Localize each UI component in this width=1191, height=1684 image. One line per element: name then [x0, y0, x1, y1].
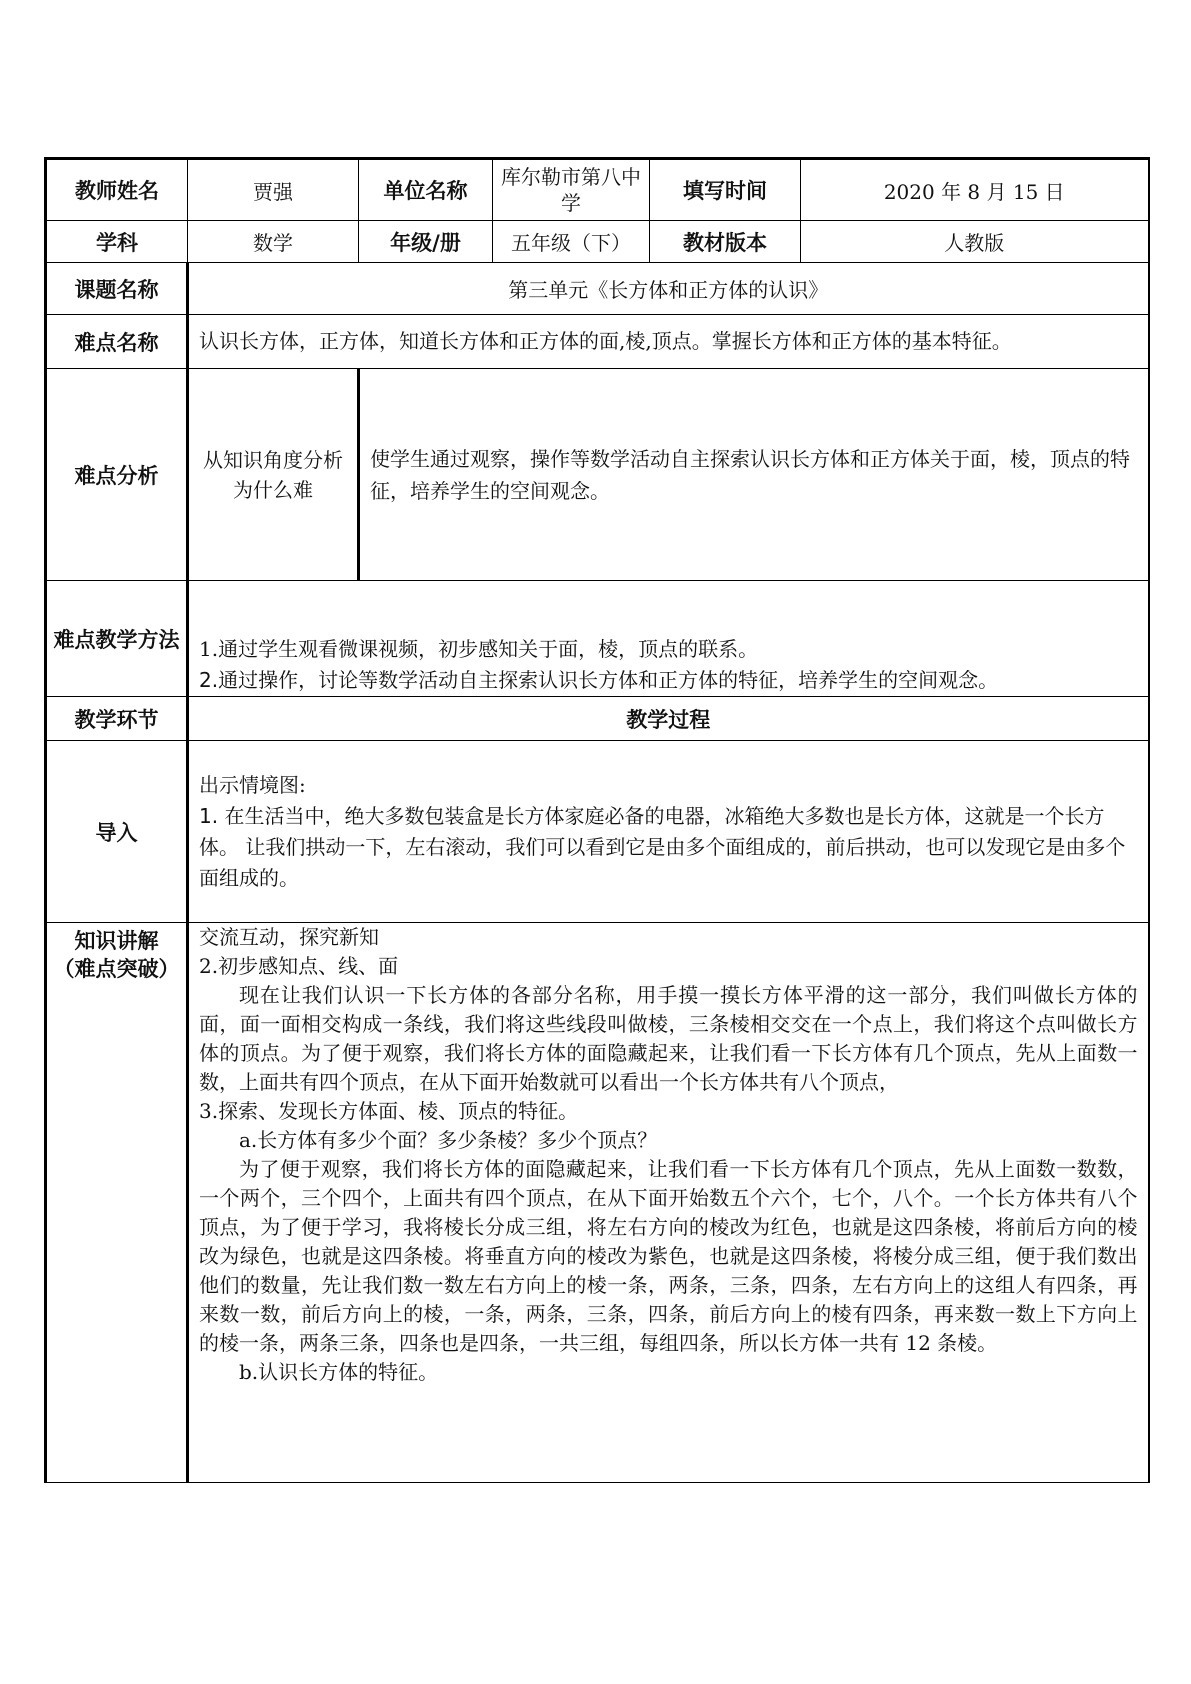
edition-value: 人教版 — [801, 221, 1149, 263]
knowledge-p1: 交流互动，探究新知 — [199, 925, 379, 949]
edition-label: 教材版本 — [650, 221, 801, 263]
method-line2: 2.通过操作，讨论等数学活动自主探索认识长方体和正方体的特征，培养学生的空间观念。 — [199, 668, 999, 692]
method-label: 难点教学方法 — [46, 581, 188, 697]
difficulty-value: 认识长方体，正方体，知道长方体和正方体的面,棱,顶点。掌握长方体和正方体的基本特征。 — [188, 315, 1149, 369]
knowledge-label-cell — [46, 923, 188, 1483]
unit-value: 库尔勒市第八中学 — [493, 159, 650, 221]
intro-line1: 出示情境图: — [199, 772, 306, 797]
row-teacher — [46, 159, 1149, 221]
teacher-label: 教师姓名 — [46, 159, 188, 221]
knowledge-p5: a.长方体有多少个面？多少条棱？多少个顶点？ — [239, 1128, 658, 1152]
knowledge-p2: 2.初步感知点、线、面 — [199, 954, 399, 978]
process-value: 教学过程 — [188, 697, 1149, 741]
date-label: 填写时间 — [650, 159, 801, 221]
teacher-value: 贾强 — [188, 159, 359, 221]
intro-label: 导入 — [46, 741, 188, 923]
subject-value: 数学 — [188, 221, 359, 263]
knowledge-p6: 为了便于观察，我们将长方体的面隐藏起来，让我们看一下长方体有几个顶点，先从上面数一数数，一个两个，三个四个，上面共有四个顶点，在从下面开始数五个六个，七个，八个。一个长方体共有八个顶点，为了便于学习，我将棱长分成三组，将左右方向的棱改为红色，也就是这四条棱，将前后方向的棱改为绿色，也就是这四条棱。将垂直方向的棱改为紫色，也就是这四条棱，将棱分成三组，便于我们数出他们的数量，先让我们数一数左右方向上的棱一条，两条，三条，四条，左右方向上的这组人有四条，再来数一数，前后方向上的棱，一条，两条，三条，四条，前后方向上的棱有四条，再来数一数上下方向上的棱一条，两条三条，四条也是四条，一共三组，每组四条，所以长方体一共有 12 条棱。 — [199, 1157, 1138, 1355]
knowledge-p4: 3.探索、发现长方体面、棱、顶点的特征。 — [199, 1099, 579, 1123]
method-line1: 1.通过学生观看微课视频，初步感知关于面，棱，顶点的联系。 — [199, 637, 759, 661]
analysis-text: 使学生通过观察，操作等数学活动自主探索认识长方体和正方体关于面，棱，顶点的特征，培养学生的空间观念。 — [359, 369, 1149, 581]
row-topic — [46, 263, 1149, 315]
knowledge-cell — [188, 923, 1149, 1483]
lesson-plan-form — [44, 157, 1147, 1483]
lesson-plan-table — [44, 157, 1150, 1483]
knowledge-label-line1: 知识讲解 — [74, 929, 159, 953]
row-difficulty — [46, 315, 1149, 369]
analysis-label: 难点分析 — [46, 369, 188, 581]
topic-label: 课题名称 — [46, 263, 188, 315]
row-subject — [46, 221, 1149, 263]
subject-label: 学科 — [46, 221, 188, 263]
row-intro — [46, 741, 1149, 923]
knowledge-p7: b.认识长方体的特征。 — [239, 1360, 439, 1384]
row-knowledge — [46, 923, 1149, 1483]
grade-value: 五年级（下） — [493, 221, 650, 263]
grade-label: 年级/册 — [359, 221, 493, 263]
analysis-sub-label: 从知识角度分析为什么难 — [188, 369, 359, 581]
topic-value: 第三单元《长方体和正方体的认识》 — [188, 263, 1149, 315]
row-process-header — [46, 697, 1149, 741]
knowledge-p3: 现在让我们认识一下长方体的各部分名称，用手摸一摸长方体平滑的这一部分，我们叫做长方体的面，面一面相交构成一条线，我们将这些线段叫做棱，三条棱相交交在一个点上，我们将这个点叫做长方体的顶点。为了便于观察，我们将长方体的面隐藏起来，让我们看一下长方体有几个顶点，先从上面数一数，上面共有四个顶点，在从下面开始数就可以看出一个长方体共有八个顶点， — [199, 983, 1138, 1094]
row-analysis — [46, 369, 1149, 581]
unit-label: 单位名称 — [359, 159, 493, 221]
date-value: 2020 年 8 月 15 日 — [801, 159, 1149, 221]
method-cell — [188, 581, 1149, 697]
difficulty-label: 难点名称 — [46, 315, 188, 369]
intro-line2: 1. 在生活当中，绝大多数包装盒是长方体家庭必备的电器，冰箱绝大多数也是长方体，这就是一个长方体。 让我们拱动一下，左右滚动，我们可以看到它是由多个面组成的，前后拱动，也可以发现它是由多个面组成的。 — [199, 803, 1126, 890]
knowledge-label-line2: （难点突破） — [53, 957, 180, 981]
row-method — [46, 581, 1149, 697]
process-label: 教学环节 — [46, 697, 188, 741]
intro-cell — [188, 741, 1149, 923]
